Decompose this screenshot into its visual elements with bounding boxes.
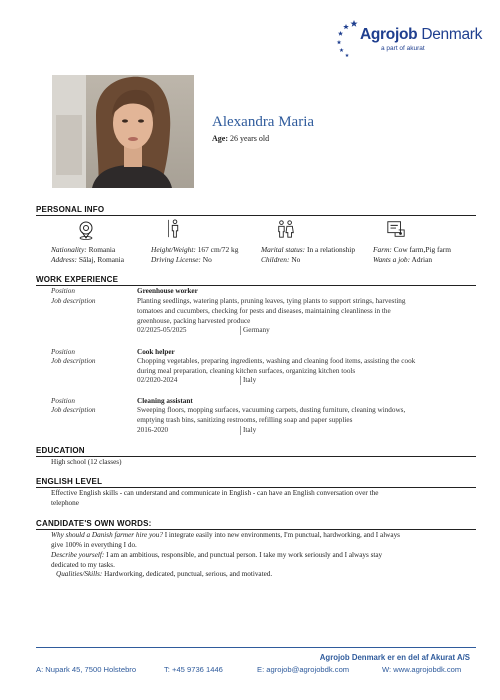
candidate-answer-hire: Why should a Danish farmer hire you? I integrate easily into new environments, I'm punctual, hardworking, and I always give 100% in everything I do. [51,531,400,549]
footer-phone[interactable]: T: +45 9736 1446 [164,665,223,674]
candidate-words-heading: CANDIDATE'S OWN WORDS: [36,519,152,528]
farm-icon [386,219,406,239]
job-description-label: Job description [51,357,96,365]
footer-divider [36,647,476,648]
section-divider [36,215,476,216]
field-separator [240,376,241,385]
english-level-text: Effective English skills - can understand and communicate in English - can have an English conversation over the telephone [51,489,379,507]
education-value: High school (12 classes) [51,458,122,466]
job-description-label: Job description [51,297,96,305]
footer-email[interactable]: E: agrojob@agrojobdk.com [257,665,350,674]
candidate-name: Alexandra Maria [212,114,315,130]
job-description: Sweeping floors, mopping surfaces, vacuuming carpets, dusting furniture, cleaning windows, emptying trash bins, sanitizing restrooms, refilling soap and paper supplies [137,406,406,424]
agrojob-logo [336,18,492,60]
candidate-age: Age: 26 years old [212,134,270,143]
personal-info-heading: PERSONAL INFO [36,205,105,214]
position-label: Position [51,348,75,356]
section-divider [36,285,476,286]
candidate-answer-describe: Describe yourself: I am an ambitious, responsible, and punctual person. I take my work seriously and I always stay dedicated to my tasks. [51,551,383,569]
job-description: Planting seedlings, watering plants, pruning leaves, tying plants to support strings, harvesting tomatoes and cucumbers, checking for pests and diseases, maintaining cleanliness in the greenhouse, packing harvested produce [137,297,406,325]
field-separator [240,326,241,335]
footer-address: A: Nupark 45, 7500 Holstebro [36,665,137,674]
job-country: Italy [243,426,257,434]
nationality-field: Nationality: Romania [51,245,116,254]
english-level-heading: ENGLISH LEVEL [36,477,103,486]
person-height-icon [165,219,185,239]
height-weight-field: Height/Weight: 167 cm/72 kg [151,245,239,254]
job-description: Chopping vegetables, preparing ingredients, washing and cleaning food items, assisting the cook during meal preparation, cleaning kitchen surfaces, organizing kitchen tools [137,357,416,375]
family-icon [276,219,296,239]
location-pin-icon [76,220,96,240]
position-label: Position [51,287,75,295]
job-period: 02/2020-2024 [137,376,178,384]
footer-website[interactable]: W: www.agrojobdk.com [382,665,462,674]
job-position: Cleaning assistant [137,397,193,405]
children-field: Children: No [261,255,301,264]
candidate-photo [52,75,194,188]
job-period: 02/2025-05/2025 [137,326,187,334]
logo-tagline: a part of akurat [381,45,425,52]
field-separator [240,426,241,435]
logo-wordmark: Agrojob Denmark [360,26,483,43]
work-experience-heading: WORK EXPERIENCE [36,275,119,284]
wants-job-field: Wants a job: Adrian [373,255,433,264]
candidate-answer-skills: Qualities/Skills: Hardworking, dedicated, punctual, serious, and motivated. [56,570,273,578]
job-description-label: Job description [51,406,96,414]
job-position: Cook helper [137,348,175,356]
job-period: 2016-2020 [137,426,169,434]
job-position: Greenhouse worker [137,287,198,295]
driving-license-field: Driving License: No [151,255,212,264]
job-country: Italy [243,376,257,384]
position-label: Position [51,397,75,405]
footer-company: Agrojob Denmark er en del af Akurat A/S [319,653,470,662]
address-field: Address: Sălaj, Romania [51,255,125,264]
job-country: Germany [243,326,270,334]
education-heading: EDUCATION [36,446,85,455]
farm-field: Farm: Cow farm,Pig farm [373,245,452,254]
marital-status-field: Marital status: In a relationship [261,245,356,254]
